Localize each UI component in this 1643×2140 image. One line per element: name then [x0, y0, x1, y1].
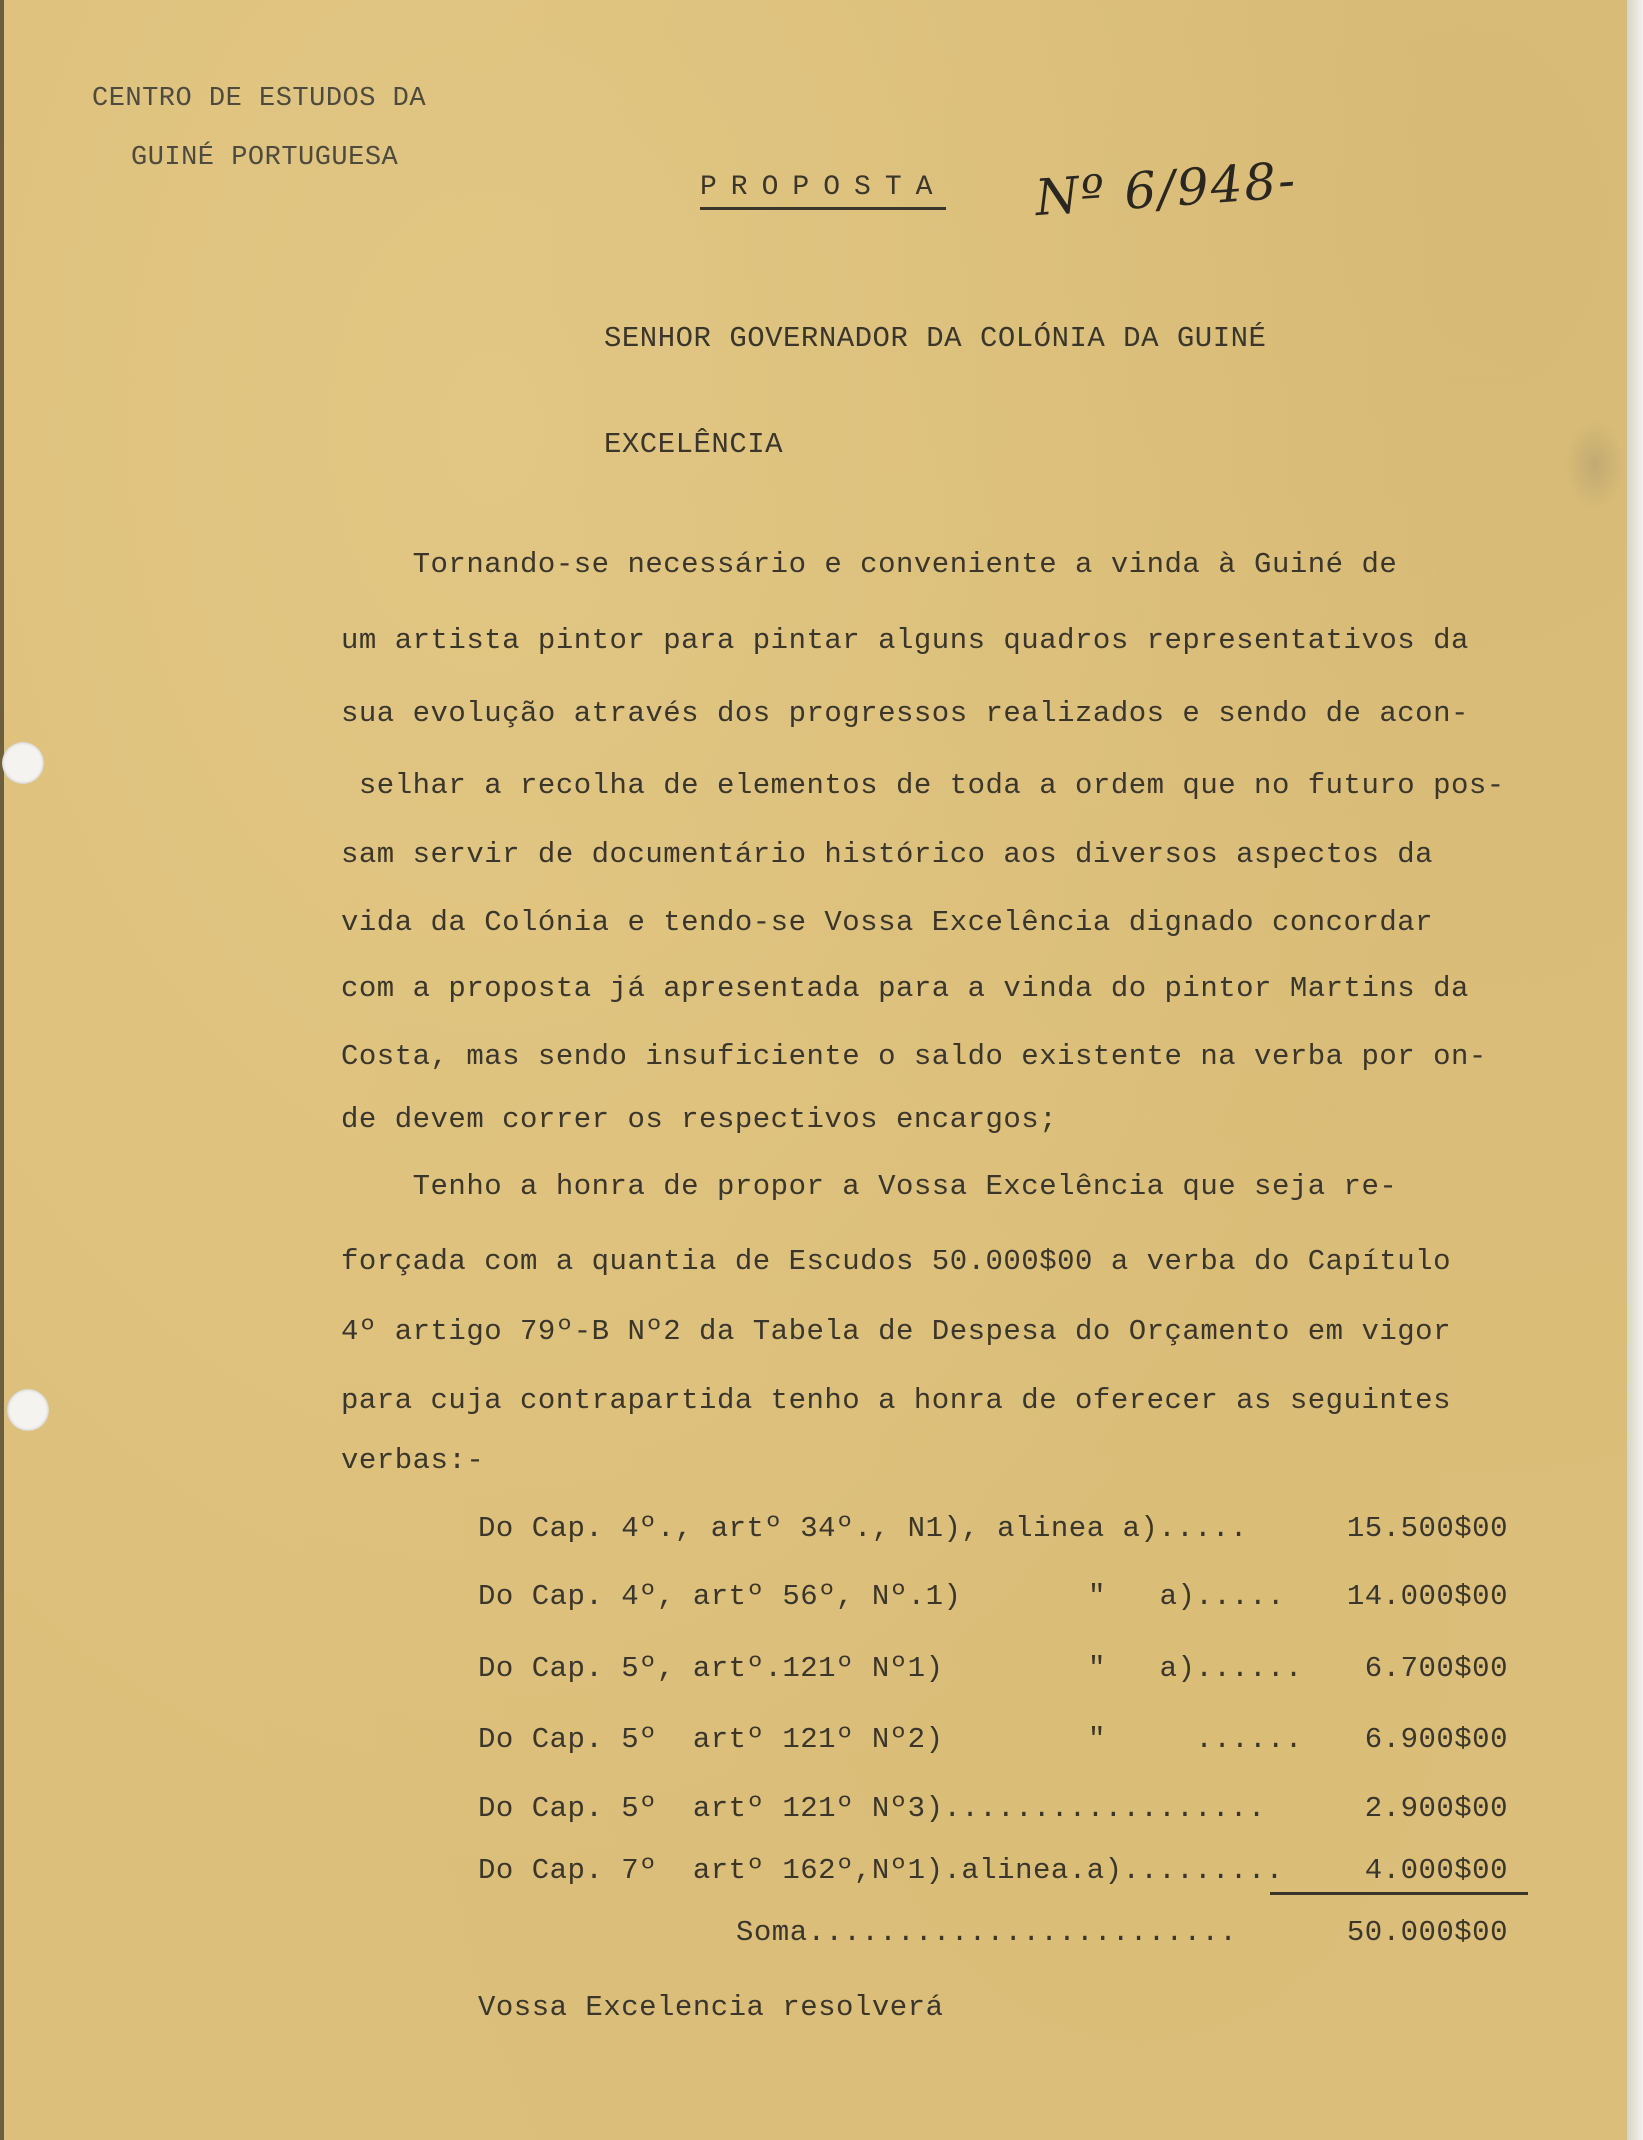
ledger-row: [478, 1580, 1508, 1620]
body-line: Tenho a honra de propor a Vossa Excelência que seja re-: [341, 1170, 1398, 1203]
punch-hole-icon: [2, 742, 44, 784]
ledger-row: [478, 1723, 1508, 1763]
body-line: Costa, mas sendo insuficiente o saldo existente na verba por on-: [341, 1040, 1487, 1073]
handwritten-proposal-number: Nº 6/948-: [1033, 150, 1299, 228]
ledger-description: Do Cap. 5º artº 121º Nº3)..................: [478, 1792, 1266, 1825]
punch-hole-icon: [7, 1389, 49, 1431]
body-line: com a proposta já apresentada para a vinda do pintor Martins da: [341, 972, 1469, 1005]
addressee: SENHOR GOVERNADOR DA COLÓNIA DA GUINÉ: [604, 322, 1267, 355]
organization-name-line1: CENTRO DE ESTUDOS DA: [92, 84, 427, 114]
closing-line: Vossa Excelencia resolverá: [478, 1991, 944, 2024]
ledger-amount: 2.900$00: [1364, 1792, 1508, 1825]
body-line: de devem correr os respectivos encargos;: [341, 1103, 1058, 1136]
document-title: PROPOSTA: [700, 172, 946, 210]
ledger-amount: 6.900$00: [1364, 1723, 1508, 1756]
total-label: Soma........................: [736, 1916, 1238, 1949]
scan-margin: [1627, 0, 1643, 2140]
ledger-row: [478, 1854, 1508, 1894]
ledger-description: Do Cap. 4º., artº 34º., N1), alinea a).....: [478, 1512, 1248, 1545]
ledger-amount: 4.000$00: [1364, 1854, 1508, 1887]
ledger-row: [478, 1652, 1508, 1692]
ledger-description: Do Cap. 7º artº 162º,Nº1).alinea.a).........: [478, 1854, 1284, 1887]
total-amount: 50.000$00: [1346, 1916, 1508, 1949]
ledger-amount: 6.700$00: [1364, 1652, 1508, 1685]
body-line: selhar a recolha de elementos de toda a ordem que no futuro pos-: [341, 769, 1505, 802]
ledger-ditto: " a).....: [1088, 1580, 1285, 1613]
ledger-total-row: [478, 1916, 1508, 1956]
ledger-row: [478, 1512, 1508, 1552]
body-line: vida da Colónia e tendo-se Vossa Excelência dignado concordar: [341, 906, 1434, 939]
ledger-amount: 15.500$00: [1346, 1512, 1508, 1545]
salutation: EXCELÊNCIA: [604, 428, 784, 461]
ledger-ditto: " a)......: [1088, 1652, 1303, 1685]
body-line: sua evolução através dos progressos realizados e sendo de acon-: [341, 697, 1469, 730]
body-line: Tornando-se necessário e conveniente a vinda à Guiné de: [341, 548, 1398, 581]
ledger-row: [478, 1792, 1508, 1832]
ledger-amount: 14.000$00: [1346, 1580, 1508, 1613]
paper-stain: [1565, 420, 1625, 510]
body-line: 4º artigo 79º-B Nº2 da Tabela de Despesa do Orçamento em vigor: [341, 1315, 1451, 1348]
body-line: sam servir de documentário histórico aos diversos aspectos da: [341, 838, 1434, 871]
document-title-block: [700, 172, 946, 210]
body-line: verbas:-: [341, 1444, 485, 1477]
sum-underline: [1270, 1892, 1528, 1895]
body-line: para cuja contrapartida tenho a honra de oferecer as seguintes: [341, 1384, 1451, 1417]
ledger-description: Do Cap. 5º artº 121º Nº2): [478, 1723, 944, 1756]
ledger-description: Do Cap. 5º, artº.121º Nº1): [478, 1652, 944, 1685]
body-line: um artista pintor para pintar alguns quadros representativos da: [341, 624, 1469, 657]
ledger-description: Do Cap. 4º, artº 56º, Nº.1): [478, 1580, 962, 1613]
ledger-ditto: " ......: [1088, 1723, 1303, 1756]
organization-name-line2: GUINÉ PORTUGUESA: [131, 143, 399, 173]
body-line: forçada com a quantia de Escudos 50.000$00 a verba do Capítulo: [341, 1245, 1451, 1278]
